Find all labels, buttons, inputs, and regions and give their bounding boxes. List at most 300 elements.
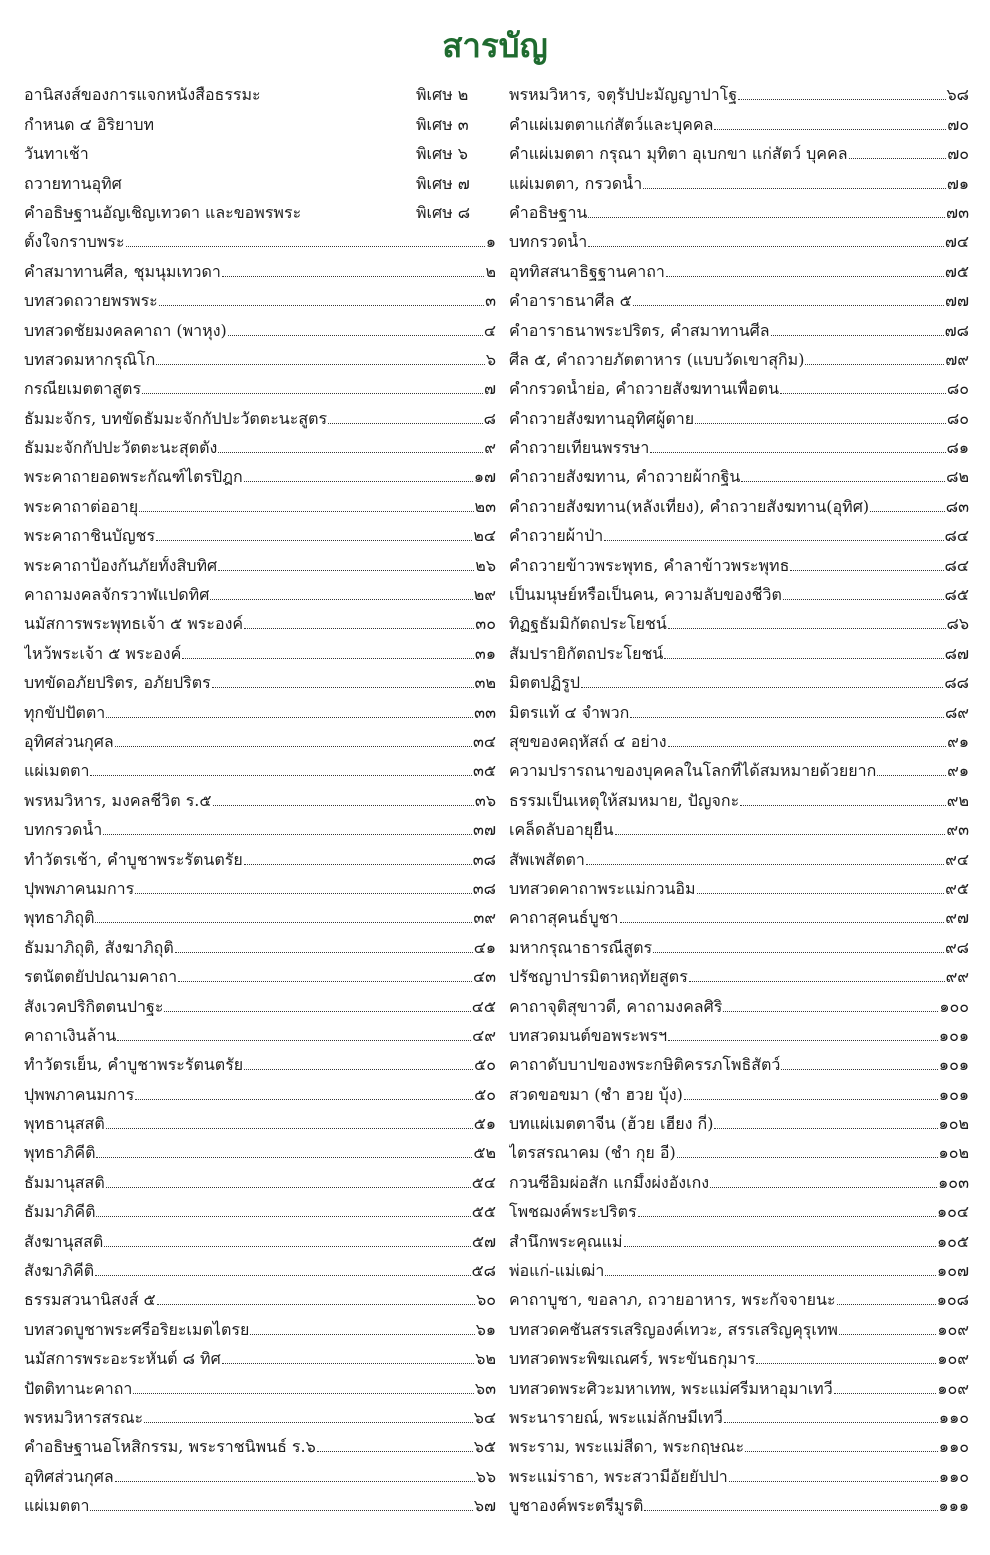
toc-entry (24, 1487, 496, 1516)
toc-entry-title: แผ่เมตตา (24, 1496, 90, 1516)
toc-entry-page: ๗๘ (944, 320, 969, 340)
dot-leader (615, 834, 946, 835)
dot-leader (738, 99, 945, 100)
toc-entry-page: ๑๐๗ (937, 1261, 969, 1281)
dot-leader (244, 864, 472, 865)
toc-entry-page: ๕๗ (471, 1231, 496, 1251)
toc-entry-page: ๓๐ (475, 614, 496, 634)
dot-leader (244, 628, 474, 629)
dot-leader (588, 246, 944, 247)
toc-entry (509, 1017, 969, 1046)
dot-leader (668, 1040, 938, 1041)
dot-leader (126, 246, 485, 247)
toc-entry (24, 811, 496, 840)
toc-entry-title: แผ่เมตตา, กรวดน้ำ (509, 173, 643, 193)
toc-entry-title: อุททิสสนาธิฐฐานคาถา (509, 261, 665, 281)
toc-entry-title: มิตรแท้ ๔ จำพวก (509, 702, 630, 722)
toc-entry-page: ๘๘ (944, 673, 969, 693)
toc-entry (24, 1340, 496, 1369)
toc-entry-title: ธรรมเป็นเหตุให้สมหมาย, ปัญจกะ (509, 790, 740, 810)
dot-leader (790, 570, 943, 571)
toc-entry (24, 693, 496, 722)
dot-leader (157, 1304, 475, 1305)
toc-entry-page: ๖๖ (475, 1466, 496, 1486)
toc-entry-page: ๑๐๘ (936, 1290, 969, 1310)
toc-entry (24, 576, 496, 605)
toc-entry (509, 1457, 969, 1486)
toc-entry-page: ๙๓ (946, 820, 969, 840)
toc-entry-title: อานิสงส์ของการแจกหนังสือธรรมะ (24, 85, 261, 105)
toc-entry-title: คาถาบูชา, ขอลาภ, ถวายอาหาร, พระกัจจายนะ (509, 1290, 836, 1310)
toc-entry (509, 752, 969, 781)
toc-entry-page: ๒๓ (474, 496, 496, 516)
dot-leader (588, 217, 945, 218)
toc-entry (24, 282, 496, 311)
toc-entry (24, 135, 496, 164)
dot-leader (302, 217, 415, 218)
toc-entry-page: ๙ (484, 438, 496, 458)
toc-entry-title: คำถวายเทียนพรรษา (509, 438, 650, 458)
toc-entry-title: ปรัชญาปารมิตาหฤทัยสูตร (509, 967, 688, 987)
toc-entry (24, 958, 496, 987)
toc-entry (509, 811, 969, 840)
toc-entry-title: ตั้งใจกราบพระ (24, 232, 125, 252)
dot-leader (834, 1393, 937, 1394)
toc-entry-page: ๔๕ (471, 996, 496, 1016)
dot-leader (96, 1157, 472, 1158)
dot-leader (156, 364, 485, 365)
toc-entry-title: ปุพพภาคนมการ (24, 878, 135, 898)
toc-entry-page: ๑๗ (473, 467, 496, 487)
toc-entry (24, 723, 496, 752)
toc-entry-title: คาถาจุติสุขาวดี, คาถามงคลศิริ (509, 996, 723, 1016)
toc-entry (509, 429, 969, 458)
toc-entry (509, 311, 969, 340)
toc-entry-page: ๓๘ (472, 849, 496, 869)
toc-entry (509, 1105, 969, 1134)
dot-leader (218, 452, 483, 453)
toc-entry (24, 1046, 496, 1075)
toc-entry (24, 1428, 496, 1457)
toc-entry-title: คำแผ่เมตตาแก่สัตว์และบุคคล (509, 114, 714, 134)
dot-leader (781, 1069, 938, 1070)
dot-leader (870, 511, 945, 512)
toc-entry-title: ความปรารถนาของบุคคลในโลกที่ได้สมหมายด้วยยาก (509, 761, 877, 781)
toc-entry-title: บทแผ่เมตตาจีน (ฮ้วย เฮียง กี่) (509, 1114, 714, 1134)
dot-leader (218, 570, 474, 571)
toc-entry-page: ๒ (485, 261, 496, 281)
toc-entry-title: มิตตปฏิรูป (509, 673, 580, 693)
toc-entry-title: ธัมมานุสสติ (24, 1172, 105, 1192)
toc-entry-page: ๑๐๙ (937, 1378, 969, 1398)
toc-entry-title: บทสวดคชันสรรเสริญองค์เทวะ, สรรเสริญคุรุเทพ (509, 1319, 838, 1339)
dot-leader (653, 952, 944, 953)
toc-entry-page: ๑๐๑ (938, 1025, 969, 1045)
toc-entry-page: ๕๐ (474, 1055, 496, 1075)
toc-entry-title: คำอาราธนาพระปริตร, คำสมาทานศีล (509, 320, 770, 340)
toc-entry-title: ทำวัตรเย็น, คำบูชาพระรัตนตรัย (24, 1055, 244, 1075)
toc-entry-page: ๖๕ (473, 1437, 496, 1457)
toc-entry-title: บทสวดมนต์ขอพระพรฯ (509, 1025, 668, 1045)
toc-entry-page: ๗๗ (944, 291, 969, 311)
dot-leader (783, 599, 944, 600)
toc-entry-title: พระคาถาต่ออายุ (24, 496, 139, 516)
toc-entry-title: บทสวดพระศิวะมหาเทพ, พระแม่ศรีมหาอุมาเทวี (509, 1378, 833, 1398)
dot-leader (123, 188, 415, 189)
toc-right-column (509, 76, 969, 1516)
toc-entry-page: ๓๓ (474, 702, 496, 722)
dot-leader (228, 335, 483, 336)
toc-entry (24, 487, 496, 516)
toc-entry-page: ๑๐๑ (938, 1055, 969, 1075)
toc-entry-page: ๘๒ (946, 467, 969, 487)
dot-leader (604, 540, 943, 541)
toc-entry (509, 1369, 969, 1398)
toc-entry-title: ถวายทานอุทิศ (24, 173, 122, 193)
toc-entry (24, 840, 496, 869)
dot-leader (90, 1510, 472, 1511)
toc-entry (509, 723, 969, 752)
toc-entry (24, 1193, 496, 1222)
toc-entry (509, 781, 969, 810)
toc-entry (24, 634, 496, 663)
toc-entry-title: นมัสการพระอะระหันต์ ๘ ทิศ (24, 1349, 221, 1369)
toc-entry-page: ๑ (485, 232, 496, 252)
dot-leader (212, 687, 474, 688)
dot-leader (106, 717, 473, 718)
toc-entry (24, 429, 496, 458)
toc-entry-title: คำถวายข้าวพระพุทธ, คำลาข้าวพระพุทธ (509, 555, 790, 575)
toc-entry-page: ๘๔ (944, 526, 969, 546)
toc-entry-page: ๓ (485, 291, 496, 311)
toc-entry-title: กรณียเมตตาสูตร (24, 379, 142, 399)
dot-leader (697, 893, 945, 894)
toc-entry-page: ๒๙ (473, 585, 496, 605)
toc-entry-title: แผ่เมตตา (24, 761, 90, 781)
dot-leader (586, 864, 944, 865)
toc-entry (509, 370, 969, 399)
toc-entry-title: ธัมมาภิถุติ, สังฆาภิถุติ (24, 937, 174, 957)
toc-entry-title: โพชฌงค์พระปริตร (509, 1202, 637, 1222)
dot-leader (135, 893, 471, 894)
toc-entry (509, 1399, 969, 1428)
dot-leader (133, 1393, 474, 1394)
toc-entry-title: คำถวายผ้าป่า (509, 526, 604, 546)
toc-entry-page: ๓๕ (472, 761, 496, 781)
toc-entry-title: บทขัดอภัยปริตร, อภัยปริตร (24, 673, 211, 693)
dot-leader (668, 746, 947, 747)
dot-leader (104, 1246, 471, 1247)
dot-leader (668, 628, 946, 629)
toc-entry-page: ๑๐๙ (937, 1319, 969, 1339)
dot-leader (222, 1363, 475, 1364)
toc-entry-page: ๑๐๑ (938, 1084, 969, 1104)
toc-entry (24, 1252, 496, 1281)
dot-leader (605, 1275, 936, 1276)
dot-leader (96, 1216, 470, 1217)
toc-entry (509, 693, 969, 722)
dot-leader (135, 1099, 473, 1100)
toc-entry-page: ๑๐๙ (937, 1349, 969, 1369)
toc-entry (509, 1487, 969, 1516)
toc-entry-title: ทุกขัปปัตตา (24, 702, 106, 722)
toc-entry-page: ๔๑ (473, 937, 496, 957)
toc-entry (24, 311, 496, 340)
toc-entry-title: คำถวายสังฆทาน(หลังเที่ยง), คำถวายสังฆทาน(อุทิศ) (509, 496, 870, 516)
toc-entry-title: พระคาถาชินบัญชร (24, 526, 156, 546)
toc-entry-page: ๑๑๐ (938, 1437, 969, 1457)
toc-entry-title: คำอาราธนาศีล ๕ (509, 291, 632, 311)
toc-entry-page: ๙๑ (947, 761, 969, 781)
toc-entry-title: กวนซีอิมผ่อสัก แกมึ้งผ่งอังเกง (509, 1172, 710, 1192)
toc-entry-page: ๓๔ (472, 731, 496, 751)
dot-leader (95, 1275, 470, 1276)
dot-leader (213, 805, 474, 806)
toc-entry (509, 958, 969, 987)
dot-leader (90, 775, 471, 776)
toc-entry (24, 870, 496, 899)
toc-entry-page: ๓๗ (473, 820, 496, 840)
dot-leader (741, 481, 945, 482)
toc-entry-title: พระแม่ราธา, พระสวามีอัยยัปปา (509, 1466, 728, 1486)
toc-entry-title: พรหมวิหาร, มงคลชีวิต ร.๕ (24, 790, 212, 810)
toc-entry-title: กำหนด ๔ อิริยาบท (24, 114, 155, 134)
toc-entry-title: บทสวดบูชาพระศรีอริยะเมตไตรย (24, 1319, 250, 1339)
dot-leader (90, 158, 415, 159)
toc-entry (509, 899, 969, 928)
dot-leader (710, 1187, 937, 1188)
toc-entry-page: ๑๐๐ (939, 996, 969, 1016)
toc-entry-page: ๘ (483, 408, 496, 428)
dot-leader (837, 1304, 936, 1305)
dot-leader (729, 1481, 938, 1482)
toc-entry (509, 1193, 969, 1222)
toc-entry-page: ๖๐ (476, 1290, 496, 1310)
toc-entry-title: ธัมมาภิคีติ (24, 1202, 96, 1222)
toc-entry-title: ทำวัตรเช้า, คำบูชาพระรัตนตรัย (24, 849, 243, 869)
toc-entry-title: ธัมมะจักกัปปะวัตตะนะสุตตัง (24, 438, 218, 458)
toc-entry (24, 223, 496, 252)
toc-entry-page: พิเศษ ๘ (416, 202, 471, 222)
toc-entry (509, 987, 969, 1016)
dot-leader (780, 393, 946, 394)
dot-leader (156, 540, 472, 541)
dot-leader (106, 1187, 471, 1188)
toc-entry (24, 987, 496, 1016)
dot-leader (684, 1099, 938, 1100)
toc-entry-title: สุขของคฤหัสถ์ ๔ อย่าง (509, 731, 667, 751)
toc-entry-page: ๓๖ (474, 790, 496, 810)
toc-entry-title: ไหว้พระเจ้า ๕ พระองค์ (24, 643, 182, 663)
toc-entry-title: คำอธิษฐาน (509, 202, 588, 222)
toc-entry (509, 282, 969, 311)
dot-leader (244, 481, 473, 482)
toc-entry-page: ๘๐ (946, 408, 969, 428)
toc-entry-page: ๖๓ (474, 1378, 496, 1398)
toc-entry (24, 1017, 496, 1046)
toc-entry (509, 605, 969, 634)
toc-entry (24, 399, 496, 428)
toc-entry (509, 1340, 969, 1369)
dot-leader (644, 1510, 937, 1511)
toc-entry-title: บทสวดชัยมงคลคาถา (พาหุง) (24, 320, 227, 340)
toc-entry-title: บทสวดถวายพรพระ (24, 291, 158, 311)
dot-leader (164, 1011, 470, 1012)
toc-entry (509, 1281, 969, 1310)
toc-entry-title: สังฆาภิคีติ (24, 1261, 95, 1281)
dot-leader (182, 658, 474, 659)
toc-entry-page: ๒๔ (473, 526, 496, 546)
toc-entry-page: ๘๙ (944, 702, 969, 722)
toc-entry (509, 928, 969, 957)
toc-entry-title: สำนึกพระคุณแม่ (509, 1231, 623, 1251)
toc-entry-title: นมัสการพระพุทธเจ้า ๕ พระองค์ (24, 614, 244, 634)
toc-entry-title: ปัตติทานะคาถา (24, 1378, 133, 1398)
toc-entry-page: ๔๙ (472, 1025, 496, 1045)
toc-entry-page: ๙๕ (945, 878, 969, 898)
toc-entry-page: ๘๗ (944, 643, 969, 663)
toc-entry (509, 194, 969, 223)
dot-leader (664, 658, 943, 659)
toc-entry (24, 605, 496, 634)
toc-entry-page: ๑๐๔ (936, 1202, 969, 1222)
toc-entry (509, 870, 969, 899)
toc-entry-page: พิเศษ ๖ (416, 144, 468, 164)
toc-entry-page: ๗๑ (946, 173, 969, 193)
dot-leader (115, 746, 472, 747)
toc-entry-page: พิเศษ ๗ (416, 173, 470, 193)
toc-entry (24, 664, 496, 693)
toc-entry-title: พระคาถายอดพระกัณฑ์ไตรปิฎก (24, 467, 243, 487)
dot-leader (250, 1334, 474, 1335)
toc-entry-page: ๑๐๒ (938, 1114, 969, 1134)
dot-leader (771, 335, 944, 336)
dot-leader (756, 1363, 936, 1364)
toc-entry (24, 1310, 496, 1339)
dot-leader (317, 1451, 473, 1452)
toc-entry-title: ปุพพภาคนมการ (24, 1084, 135, 1104)
toc-entry (509, 223, 969, 252)
page-title: สารบัญ (442, 26, 548, 65)
toc-entry-page: ๕๒ (473, 1143, 496, 1163)
toc-entry (24, 546, 496, 575)
toc-entry (24, 517, 496, 546)
toc-entry (24, 928, 496, 957)
toc-entry-page: ๕๕ (471, 1202, 496, 1222)
toc-entry-title: คำถวายสังฆทาน, คำถวายผ้ากฐิน (509, 467, 741, 487)
dot-leader (650, 452, 945, 453)
toc-entry-page: ๘๑ (946, 438, 969, 458)
dot-leader (262, 99, 415, 100)
toc-entry (509, 546, 969, 575)
toc-entry (24, 194, 496, 223)
dot-leader (740, 805, 946, 806)
toc-entry-page: ๙๔ (945, 849, 969, 869)
toc-entry-page: ๙๗ (945, 908, 969, 928)
toc-entry-page: ๑๑๐ (938, 1407, 969, 1427)
toc-entry (24, 164, 496, 193)
toc-entry-title: บูชาองค์พระตรีมูรติ (509, 1496, 644, 1516)
toc-entry-title: สังเวคปริกิตตนปาฐะ (24, 996, 164, 1016)
toc-entry-page: ๔๓ (472, 967, 496, 987)
toc-entry-title: พุทธานุสสติ (24, 1114, 105, 1134)
dot-leader (689, 981, 945, 982)
toc-entry (509, 458, 969, 487)
toc-entry-page: ๘๔ (944, 555, 969, 575)
toc-entry-title: รตนัตตยัปปณามคาถา (24, 967, 178, 987)
toc-entry-title: สังฆานุสสติ (24, 1231, 104, 1251)
toc-entry-page: ๑๐๓ (938, 1172, 969, 1192)
toc-entry-page: ๘๐ (946, 379, 969, 399)
dot-leader (155, 129, 415, 130)
dot-leader (666, 276, 944, 277)
dot-leader (724, 1422, 938, 1423)
toc-entry-page: ๖ (485, 349, 496, 369)
toc-entry (24, 1457, 496, 1486)
toc-entry-title: คาถามงคลจักรวาฬแปดทิศ (24, 585, 210, 605)
dot-leader (328, 423, 483, 424)
toc-entry-title: คำอธิษฐานอโหสิกรรม, พระราชนิพนธ์ ร.๖ (24, 1437, 316, 1457)
toc-entry (509, 1310, 969, 1339)
toc-entry (509, 164, 969, 193)
toc-entry (509, 517, 969, 546)
dot-leader (624, 1246, 936, 1247)
toc-entry-page: ๑๑๑ (938, 1496, 969, 1516)
toc-entry (509, 252, 969, 281)
toc-entry-title: พรหมวิหารสรณะ (24, 1407, 144, 1427)
toc-entry-title: ธัมมะจักร, บทขัดธัมมะจักกัปปะวัตตะนะสูตร (24, 408, 328, 428)
toc-entry-title: พุทธาภิถุติ (24, 908, 95, 928)
toc-entry (24, 1369, 496, 1398)
dot-leader (139, 511, 473, 512)
toc-entry-page: ๙๙ (945, 967, 969, 987)
dot-leader (839, 1334, 936, 1335)
toc-entry (509, 105, 969, 134)
toc-entry (509, 341, 969, 370)
toc-entry-page: ๕๐ (474, 1084, 496, 1104)
toc-entry-page: ๖๗ (473, 1496, 496, 1516)
toc-entry-page: ๓๙ (473, 908, 496, 928)
toc-entry-page: ๘๓ (945, 496, 969, 516)
toc-entry-title: อุทิศส่วนกุศล (24, 1466, 114, 1486)
toc-entry-title: พระคาถาป้องกันภัยทั้งสิบทิศ (24, 555, 218, 575)
dot-leader (677, 1157, 938, 1158)
toc-entry (24, 341, 496, 370)
toc-entry-title: พ่อแก่-แม่เฒ่า (509, 1261, 605, 1281)
toc-entry-page: ๔ (483, 320, 496, 340)
toc-entry (24, 1222, 496, 1251)
dot-leader (106, 1128, 473, 1129)
dot-leader (244, 1069, 473, 1070)
toc-entry (509, 840, 969, 869)
toc-entry (24, 1134, 496, 1163)
toc-entry-page: ๗๕ (944, 261, 969, 281)
toc-entry (24, 1399, 496, 1428)
toc-entry (24, 76, 496, 105)
dot-leader (630, 717, 944, 718)
toc-entry (24, 1105, 496, 1134)
dot-leader (714, 129, 946, 130)
toc-entry-page: ๓๑ (474, 643, 496, 663)
toc-entry-page: ๕๑ (473, 1114, 496, 1134)
toc-entry-page: ๗๐ (947, 114, 969, 134)
toc-entry-title: คาถาเงินล้าน (24, 1025, 117, 1045)
toc-entry-title: คำกรวดน้ำย่อ, คำถวายสังฆทานเพื่อตน (509, 379, 780, 399)
toc-entry-title: คำแผ่เมตตา กรุณา มุทิตา อุเบกขา แก่สัตว์ บุคคล (509, 144, 848, 164)
toc-entry-page: ๑๐๕ (936, 1231, 969, 1251)
toc-entry-page: ๗ (483, 379, 496, 399)
dot-leader (643, 188, 946, 189)
